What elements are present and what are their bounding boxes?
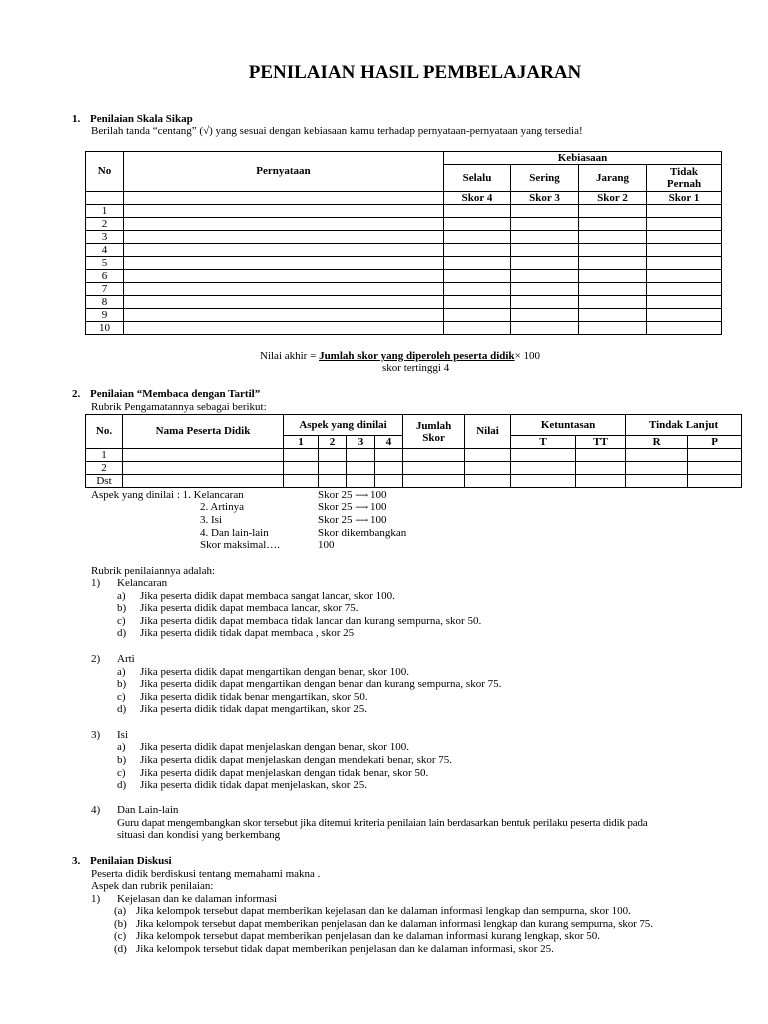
aspek-col-1: 1	[284, 436, 319, 449]
section2-intro: Rubrik Pengamatannya sebagai berikut:	[91, 401, 267, 413]
list-item: Jika peserta didik tidak dapat mengartikan, skor 25.	[140, 703, 367, 715]
table-row	[86, 449, 742, 462]
list-item: Jika peserta didik tidak dapat membaca , skor 25	[140, 627, 355, 639]
row-number: 8	[86, 296, 124, 309]
row-number: Dst	[86, 475, 123, 488]
rubrik-4-title: Dan Lain-lain	[117, 804, 179, 816]
col-pernyataan-header: Pernyataan	[124, 152, 444, 192]
row-number: 3	[86, 231, 124, 244]
aspek-col-3: 3	[347, 436, 375, 449]
rubrik-4-line1: Guru dapat mengembangkan skor tersebut jika ditemui kriteria penilaian lain berdasarkan bentuk perilaku peserta didik pada	[117, 817, 648, 829]
aspek-score-1	[318, 489, 387, 502]
ketuntasan-tt: TT	[576, 436, 626, 449]
list-item: b)	[117, 678, 127, 690]
table-row	[86, 244, 722, 257]
section3-line1: Peserta didik berdiskusi tentang memahami makna .	[91, 868, 321, 880]
section1-number: 1.	[72, 113, 81, 125]
list-item: (a)	[114, 905, 127, 917]
list-item: Jika peserta didik dapat membaca lancar, skor 75.	[140, 602, 359, 614]
rubrik-3-title: Isi	[117, 729, 128, 741]
row-number: 2	[86, 218, 124, 231]
row-number: 4	[86, 244, 124, 257]
skor-2: Skor 2	[579, 192, 647, 205]
skor-label: Skor 25	[318, 501, 353, 513]
list-item: Jika peserta didik dapat mengartikan dengan benar dan kurang sempurna, skor 75.	[140, 678, 502, 690]
aspek-item-2: 2. Artinya	[200, 501, 244, 513]
arrow-right-icon: ⟶	[355, 502, 369, 512]
aspek-item-4: 4. Dan lain-lain	[200, 527, 269, 539]
formula-denominator: skor tertinggi 4	[382, 362, 450, 374]
aspek-score-3	[318, 514, 387, 527]
list-item: d)	[117, 703, 127, 715]
rubrik-4-number: 4)	[91, 804, 101, 816]
aspek-col-4: 4	[375, 436, 403, 449]
row-number: 6	[86, 270, 124, 283]
formula-numerator: Jumlah skor yang diperoleh peserta didik	[319, 350, 515, 362]
skor-4: Skor 4	[444, 192, 511, 205]
section1-heading: Penilaian Skala Sikap	[90, 113, 193, 125]
list-item: Jika kelompok tersebut dapat memberikan penjelasan dan ke dalaman informasi kurang lengkap, skor 50.	[136, 930, 600, 942]
table-row	[86, 296, 722, 309]
table-row	[86, 218, 722, 231]
aspek-score-4: Skor dikembangkan	[318, 527, 407, 539]
table-row	[86, 322, 722, 335]
list-item: Jika peserta didik tidak benar mengartikan, skor 50.	[140, 691, 368, 703]
list-item: Jika peserta didik dapat membaca tidak lancar dan kurang sempurna, skor 50.	[140, 615, 482, 627]
attitude-scale-table	[85, 151, 722, 335]
col-selalu: Selalu	[444, 165, 511, 192]
table-row	[86, 270, 722, 283]
rubrik-1-number: 1)	[91, 577, 101, 589]
page-title: PENILAIAN HASIL PEMBELAJARAN	[248, 62, 582, 83]
row-number: 2	[86, 462, 123, 475]
skor-label: Skor 25	[318, 489, 353, 501]
list-item: (c)	[114, 930, 127, 942]
rubrik-3-number: 3)	[91, 729, 101, 741]
ketuntasan-header: Ketuntasan	[511, 415, 626, 436]
rubrik-2-number: 2)	[91, 653, 101, 665]
list-item: c)	[117, 767, 126, 779]
aspek-label: Aspek yang dinilai : 1. Kelancaran	[91, 489, 244, 501]
rubrik-4-line2: situasi dan kondisi yang berkembang	[117, 829, 281, 841]
tartil-table	[85, 414, 742, 488]
col-no-header: No.	[86, 415, 123, 449]
row-number: 9	[86, 309, 124, 322]
table-row	[86, 309, 722, 322]
aspek-max-label: Skor maksimal….	[200, 539, 281, 551]
list-item: c)	[117, 691, 126, 703]
col-no-header: No	[86, 152, 124, 192]
col-jarang: Jarang	[579, 165, 647, 192]
table-row	[86, 475, 742, 488]
skor-3: Skor 3	[511, 192, 579, 205]
table-row	[86, 257, 722, 270]
skor-max: 100	[370, 501, 387, 513]
row-number: 1	[86, 449, 123, 462]
formula	[260, 350, 540, 363]
section2-heading: Penilaian “Membaca dengan Tartil”	[90, 388, 261, 400]
list-item: (b)	[114, 918, 127, 930]
aspek-col-2: 2	[319, 436, 347, 449]
list-item: b)	[117, 602, 127, 614]
jumlah-skor-header: Jumlah Skor	[403, 415, 465, 449]
tindak-r: R	[626, 436, 688, 449]
section3-heading: Penilaian Diskusi	[90, 855, 172, 867]
list-item: d)	[117, 627, 127, 639]
list-item: Jika peserta didik dapat menjelaskan dengan benar, skor 100.	[140, 741, 409, 753]
skor-label: Skor 25	[318, 514, 353, 526]
table-row	[86, 462, 742, 475]
list-item: d)	[117, 779, 127, 791]
row-number: 5	[86, 257, 124, 270]
tindak-lanjut-header: Tindak Lanjut	[626, 415, 742, 436]
table-row	[86, 205, 722, 218]
list-item: Jika peserta didik tidak dapat menjelaskan, skor 25.	[140, 779, 367, 791]
list-item: Jika kelompok tersebut dapat memberikan kejelasan dan ke dalaman informasi lengkap dan sempurna, skor 100.	[136, 905, 631, 917]
aspek-item-3: 3. Isi	[200, 514, 222, 526]
section3-sub-title: Kejelasan dan ke dalaman informasi	[117, 893, 278, 905]
arrow-right-icon: ⟶	[355, 490, 369, 500]
col-nama-header: Nama Peserta Didik	[123, 415, 284, 449]
row-number: 7	[86, 283, 124, 296]
rubrik-1-title: Kelancaran	[117, 577, 168, 589]
section3-sub-number: 1)	[91, 893, 101, 905]
nilai-header: Nilai	[465, 415, 511, 449]
skor-1: Skor 1	[647, 192, 722, 205]
list-item: Jika kelompok tersebut tidak dapat memberikan penjelasan dan ke dalaman informasi, skor 25.	[136, 943, 554, 955]
list-item: (d)	[114, 943, 127, 955]
tindak-p: P	[688, 436, 742, 449]
col-tidak-pernah: Tidak Pernah	[647, 165, 722, 192]
list-item: Jika kelompok tersebut dapat memberikan penjelasan dan ke dalaman informasi lengkap dan kurang sempurna, skor 75.	[136, 918, 653, 930]
kebiasaan-header: Kebiasaan	[444, 152, 722, 165]
section3-number: 3.	[72, 855, 81, 867]
list-item: Jika peserta didik dapat mengartikan dengan benar, skor 100.	[140, 666, 409, 678]
row-number: 10	[86, 322, 124, 335]
skor-max: 100	[370, 489, 387, 501]
list-item: a)	[117, 590, 126, 602]
formula-prefix: Nilai akhir =	[260, 350, 320, 362]
aspek-score-2	[318, 501, 387, 514]
table-row	[86, 231, 722, 244]
list-item: Jika peserta didik dapat menjelaskan dengan tidak benar, skor 50.	[140, 767, 429, 779]
aspek-score-max: 100	[318, 539, 335, 551]
list-item: Jika peserta didik dapat menjelaskan dengan mendekati benar, skor 75.	[140, 754, 453, 766]
table-row	[86, 283, 722, 296]
list-item: a)	[117, 666, 126, 678]
aspek-header: Aspek yang dinilai	[284, 415, 403, 436]
row-number: 1	[86, 205, 124, 218]
formula-suffix: × 100	[514, 350, 541, 362]
list-item: c)	[117, 615, 126, 627]
list-item: b)	[117, 754, 127, 766]
skor-max: 100	[370, 514, 387, 526]
arrow-right-icon: ⟶	[355, 515, 369, 525]
rubrik-2-title: Arti	[117, 653, 135, 665]
section2-number: 2.	[72, 388, 81, 400]
rubrik-title: Rubrik penilaiannya adalah:	[91, 565, 216, 577]
list-item: a)	[117, 741, 126, 753]
ketuntasan-t: T	[511, 436, 576, 449]
col-sering: Sering	[511, 165, 579, 192]
section1-instruction: Berilah tanda “centang” (√) yang sesuai dengan kebiasaan kamu terhadap pernyataan-pernyataan yang tersedia!	[91, 125, 583, 137]
list-item: Jika peserta didik dapat membaca sangat lancar, skor 100.	[140, 590, 395, 602]
section3-line2: Aspek dan rubrik penilaian:	[91, 880, 214, 892]
